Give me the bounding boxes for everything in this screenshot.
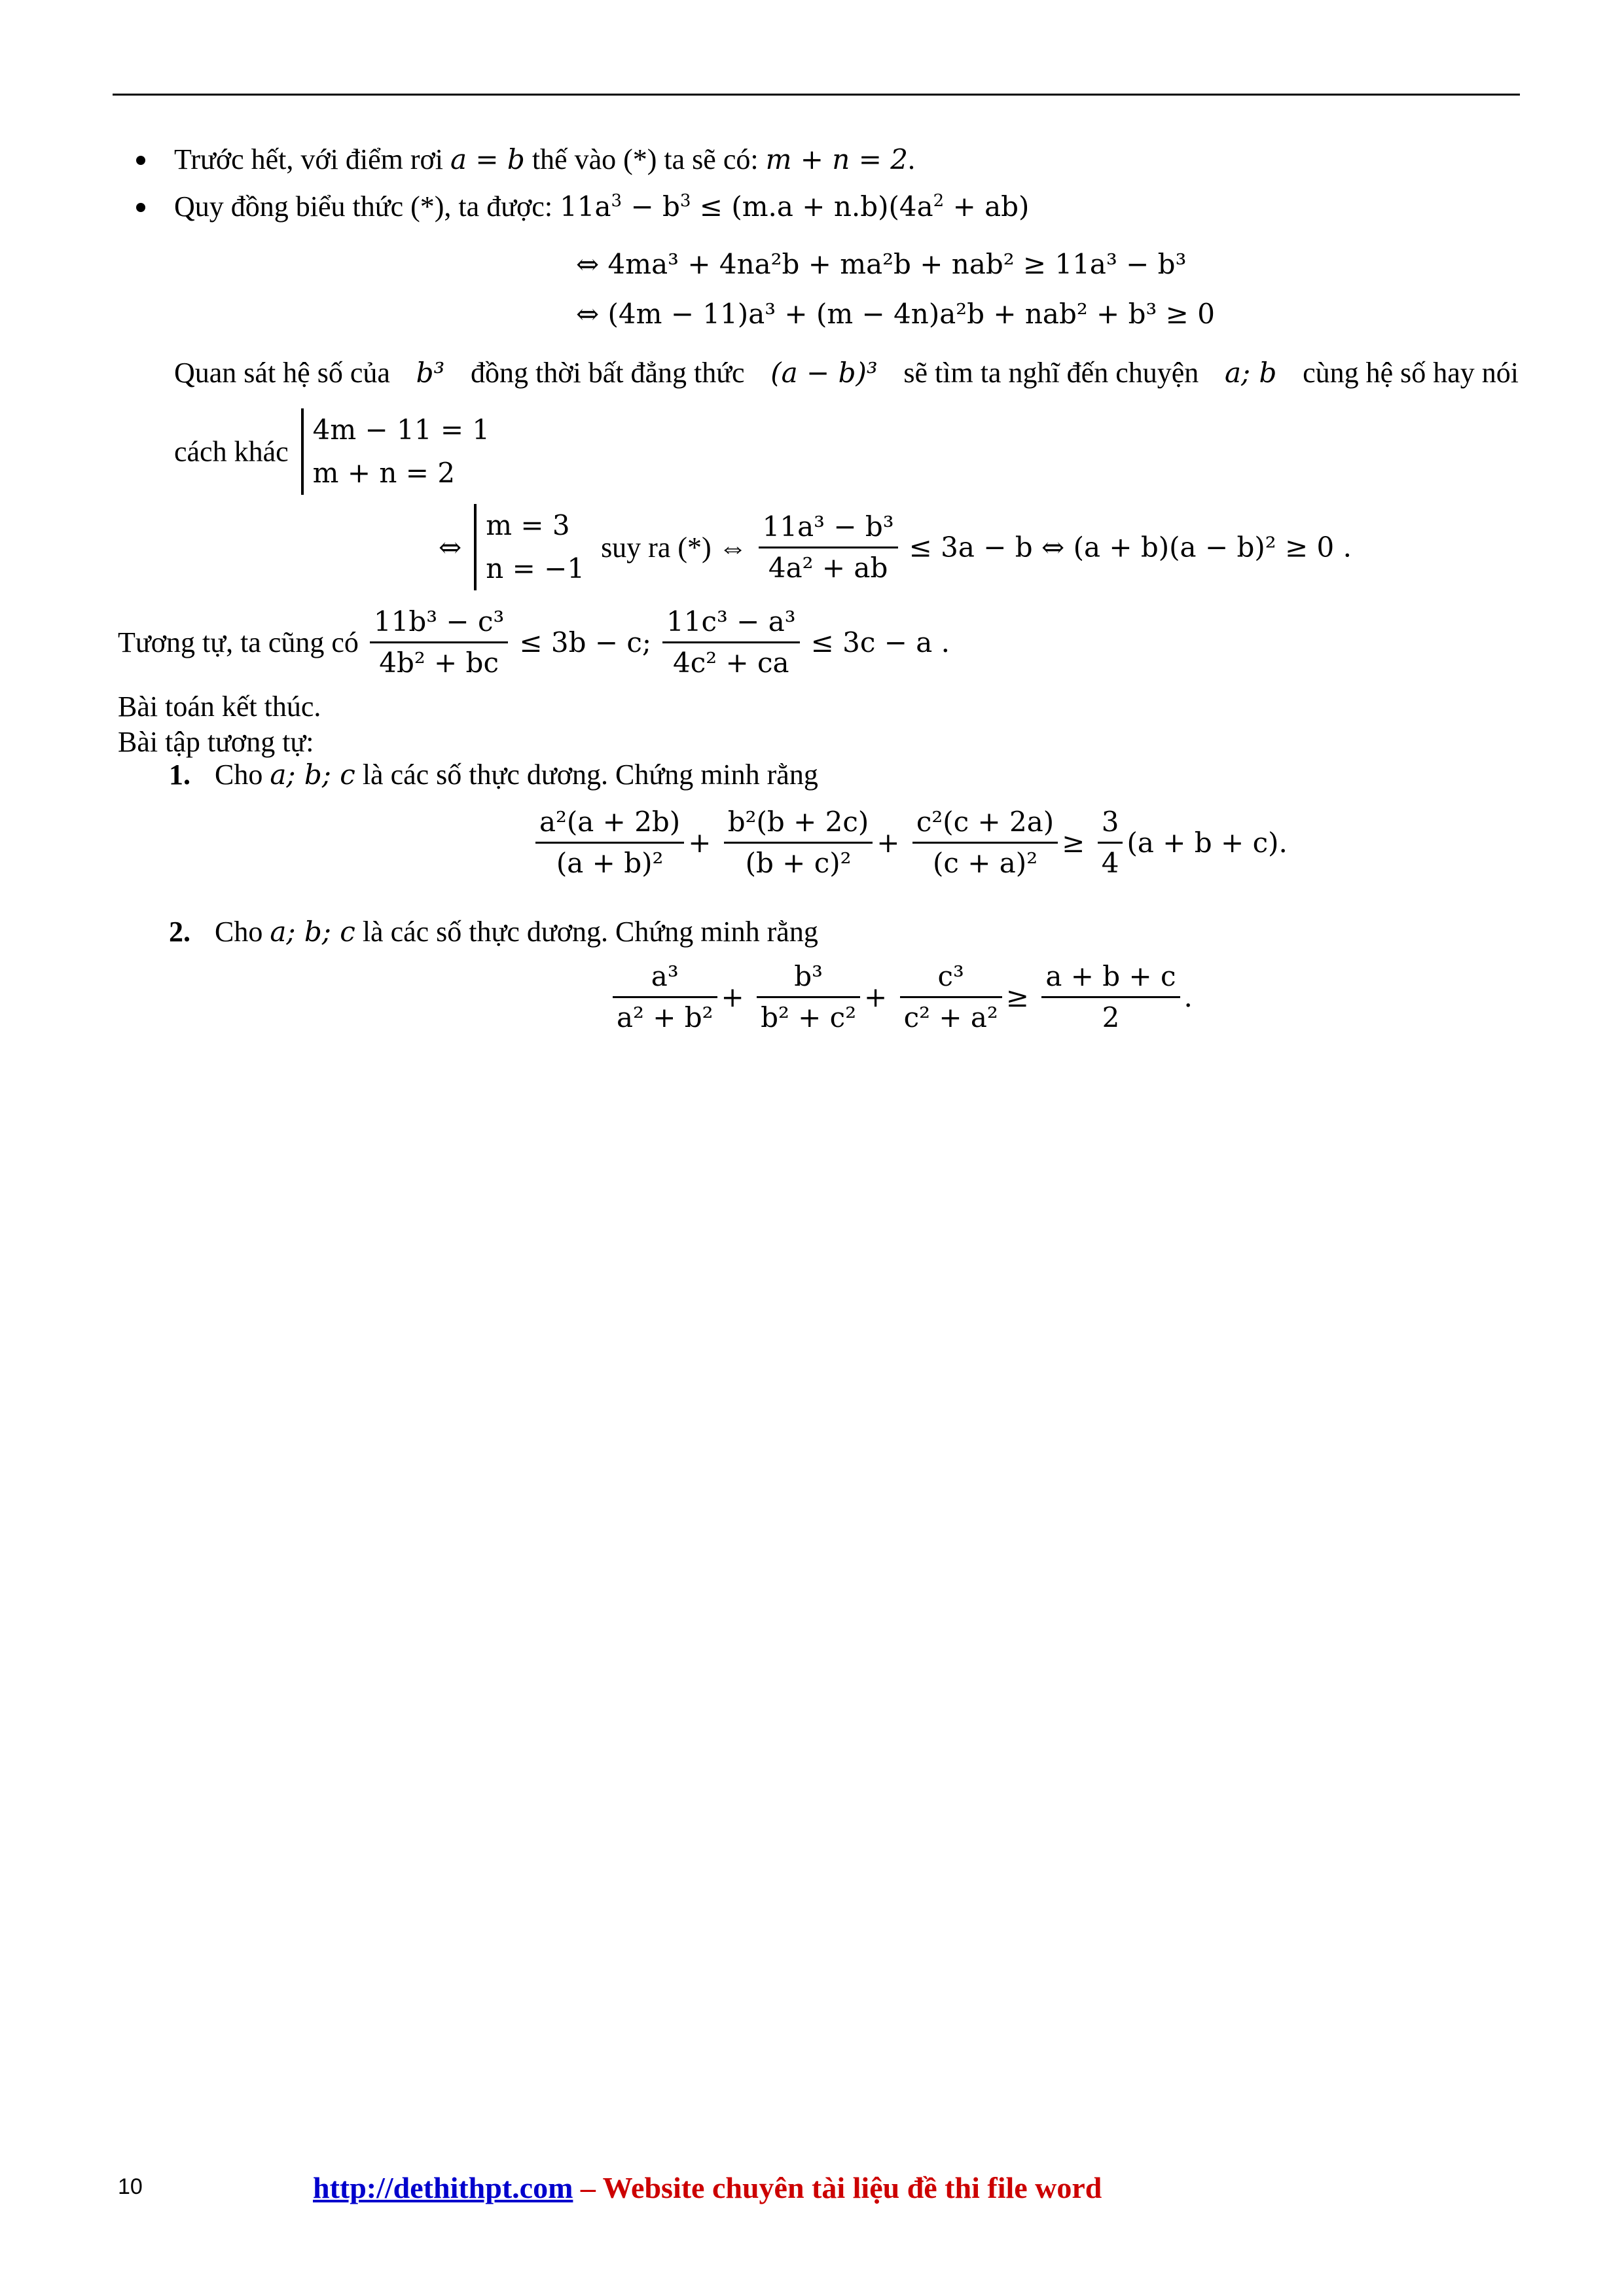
- header-rule: [113, 94, 1520, 96]
- math: a; b; c: [270, 759, 355, 791]
- math: ≤ 3a − b ⇔ (a + b)(a − b)² ≥ 0 .: [909, 531, 1352, 564]
- exercise-number: 1.: [169, 759, 190, 791]
- math: a; b; c: [270, 916, 355, 948]
- math: ⇔: [439, 531, 462, 564]
- page-number: 10: [118, 2174, 143, 2199]
- system-1: [174, 408, 490, 495]
- bullet-line-1: [174, 141, 915, 178]
- fraction: $\frac{3}{4}$: [1098, 802, 1123, 883]
- fraction: $\frac{\text{a²(a + 2b)}}{\text{(a + b)²}}$: [535, 802, 684, 883]
- equation-system: [301, 408, 490, 495]
- system-line: m = 3: [486, 509, 570, 541]
- fraction: $\frac{\text{b²(b + 2c)}}{\text{(b + c)²}}$: [724, 802, 873, 883]
- bullet-dot: [136, 203, 145, 212]
- footer-link[interactable]: http://dethithpt.com: [313, 2171, 573, 2204]
- exercise-1-inequality: $\frac{\text{a²(a + 2b)}}{\text{(a + b)²}}$ + $\frac{\text{b²(b + 2c)}}{\text{(b + c)²}}$ + $\frac{\text{c²(c + 2a)}}{\text{(c + a)²}}$ ≥ $\frac{3}{4}$ (a + b + c).: [532, 802, 1288, 883]
- system-line: 4m − 11 = 1: [312, 414, 490, 446]
- fraction: $\frac{\text{11a³ − b³}}{\text{4a² + ab}}$: [759, 507, 898, 588]
- text: suy ra (*) ⇔: [601, 531, 748, 564]
- equation-1: ⇔ 4ma³ + 4na²b + ma²b + nab² ≥ 11a³ − b³: [576, 248, 1187, 280]
- text: cùng hệ số hay nói: [1303, 357, 1519, 389]
- text: Trước hết, với điểm rơi: [174, 143, 443, 175]
- math: b³: [416, 357, 445, 389]
- math: ≤ 3b − c;: [519, 626, 652, 658]
- exercise-2: [169, 914, 818, 950]
- fraction: $\frac{\text{c³}}{\text{c² + a²}}$: [900, 957, 1002, 1037]
- paragraph-observation: [174, 355, 1519, 391]
- math: a = b: [450, 143, 525, 175]
- math: $11a^3 - b^3 \le (m.a + n.b)(4a^2 + ab)$: [560, 190, 1030, 223]
- fraction: $\frac{\text{11b³ − c³}}{\text{4b² + bc}}$: [370, 602, 508, 683]
- math: m + n = 2: [765, 143, 908, 175]
- text: là các số thực dương. Chứng minh rằng: [362, 759, 818, 791]
- math: .: [1183, 981, 1193, 1013]
- fraction: $\frac{a + b + c}{2}$: [1041, 957, 1180, 1037]
- text: Cho: [215, 759, 263, 791]
- end-text: Bài toán kết thúc.: [118, 691, 321, 723]
- text: là các số thực dương. Chứng minh rằng: [362, 916, 818, 948]
- text: cách khác: [174, 435, 289, 468]
- fraction: $\frac{\text{b³}}{\text{b² + c²}}$: [757, 957, 860, 1037]
- fraction: $\frac{\text{11c³ − a³}}{\text{4c² + ca}}$: [662, 602, 800, 683]
- system-2: [439, 504, 1352, 590]
- text: thế vào (*) ta sẽ có:: [532, 143, 759, 175]
- text: đồng thời bất đẳng thức: [470, 357, 745, 389]
- exercise-number: 2.: [169, 916, 190, 948]
- math: (a + b + c).: [1127, 827, 1288, 859]
- bullet-line-2: [174, 188, 1029, 225]
- text: Cho: [215, 916, 263, 948]
- similar-line: [118, 602, 950, 683]
- text: sẽ tìm ta nghĩ đến chuyện: [903, 357, 1199, 389]
- system-line: m + n = 2: [312, 457, 456, 489]
- fraction: $\frac{\text{a³}}{\text{a² + b²}}$: [613, 957, 717, 1037]
- system-line: n = −1: [486, 552, 585, 584]
- text: Quy đồng biểu thức (*), ta được:: [174, 190, 553, 223]
- equation-system: [474, 504, 585, 590]
- equation-2: ⇔ (4m − 11)a³ + (m − 4n)a²b + nab² + b³ ≥ 0: [576, 298, 1215, 330]
- text: Tương tự, ta cũng có: [118, 626, 359, 658]
- exercises-title: Bài tập tương tự:: [118, 726, 314, 758]
- math: (a − b)³: [770, 357, 878, 389]
- text: .: [907, 143, 915, 175]
- text: Quan sát hệ số của: [174, 357, 390, 389]
- exercise-2-inequality: $\frac{\text{a³}}{\text{a² + b²}}$ + $\frac{\text{b³}}{\text{b² + c²}}$ + $\frac{\text{c³}}{\text{c² + a²}}$ ≥ $\frac{a + b + c}{2}$ .: [609, 957, 1193, 1037]
- math: a; b: [1224, 357, 1277, 389]
- fraction: $\frac{\text{c²(c + 2a)}}{\text{(c + a)²}}$: [912, 802, 1058, 883]
- footer: [313, 2170, 1102, 2205]
- footer-tagline: – Website chuyên tài liệu đề thi file word: [573, 2171, 1102, 2204]
- math: ≤ 3c − a .: [810, 626, 950, 658]
- bullet-dot: [136, 156, 145, 165]
- exercise-1: [169, 757, 818, 793]
